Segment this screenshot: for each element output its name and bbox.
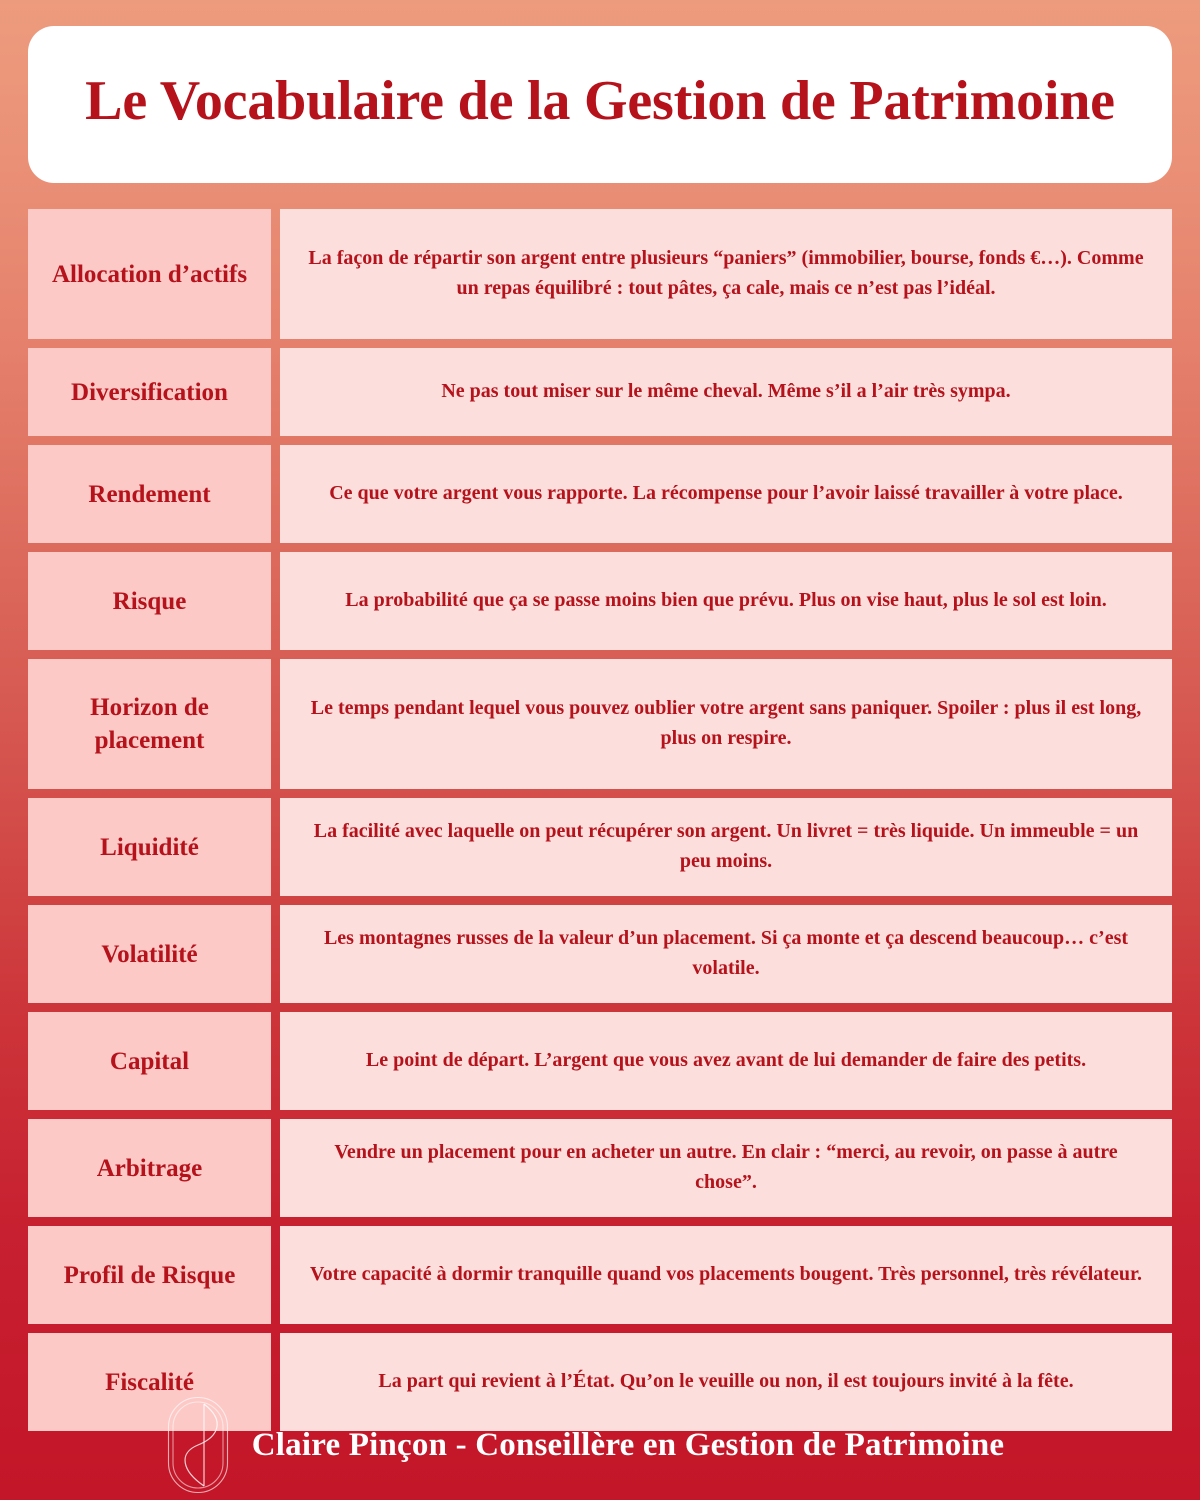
term-cell xyxy=(28,659,271,789)
term-label: Risque xyxy=(112,587,187,615)
description-cell xyxy=(280,798,1172,896)
monogram-logo-icon xyxy=(166,1395,230,1495)
term-label: Volatilité xyxy=(101,940,198,968)
description-text: Vendre un placement pour en acheter un autre. En clair : “merci, au revoir, on passe à autre chose”. xyxy=(334,1141,1118,1193)
table-row xyxy=(28,1012,1172,1110)
description-text: La probabilité que ça se passe moins bien que prévu. Plus on vise haut, plus le sol est loin. xyxy=(345,589,1107,612)
table-row xyxy=(28,798,1172,896)
description-text: Ce que votre argent vous rapporte. La récompense pour l’avoir laissé travailler à votre place. xyxy=(329,482,1123,505)
description-cell xyxy=(280,905,1172,1003)
description-text: La part qui revient à l’État. Qu’on le veuille ou non, il est toujours invité à la fête. xyxy=(378,1370,1074,1393)
term-label: Rendement xyxy=(88,480,211,508)
description-cell xyxy=(280,659,1172,789)
description-text: Le temps pendant lequel vous pouvez oublier votre argent sans paniquer. Spoiler : plus il est long, plus on respire. xyxy=(310,697,1142,749)
table-row xyxy=(28,209,1172,339)
table-row xyxy=(28,552,1172,650)
term-label: Arbitrage xyxy=(96,1154,203,1182)
term-label: Diversification xyxy=(71,378,228,406)
description-cell xyxy=(280,1226,1172,1324)
term-cell xyxy=(28,552,271,650)
term-cell xyxy=(28,1012,271,1110)
description-text: La façon de répartir son argent entre plusieurs “paniers” (immobilier, bourse, fonds €…). Comme un repas équilibré : tout pâtes, ça cale, mais ce n’est pas l’idéal. xyxy=(308,247,1144,299)
description-cell xyxy=(280,209,1172,339)
description-cell xyxy=(280,1012,1172,1110)
term-label: Horizon de placement xyxy=(90,694,209,754)
table-row xyxy=(28,659,1172,789)
term-label: Capital xyxy=(109,1047,190,1075)
term-cell xyxy=(28,798,271,896)
description-cell xyxy=(280,348,1172,436)
term-cell xyxy=(28,209,271,339)
term-label: Fiscalité xyxy=(105,1368,194,1396)
term-label: Liquidité xyxy=(100,833,199,861)
description-text: Le point de départ. L’argent que vous avez avant de lui demander de faire des petits. xyxy=(365,1049,1087,1072)
term-cell xyxy=(28,905,271,1003)
term-cell xyxy=(28,1226,271,1324)
description-text: Ne pas tout miser sur le même cheval. Même s’il a l’air très sympa. xyxy=(441,380,1011,403)
vocabulary-table xyxy=(28,209,1172,1440)
footer-bar xyxy=(0,1390,1200,1500)
title-card xyxy=(28,26,1172,183)
description-text: Les montagnes russes de la valeur d’un placement. Si ça monte et ça descend beaucoup… c’est volatile. xyxy=(323,927,1129,979)
term-label: Profil de Risque xyxy=(63,1261,236,1289)
description-cell xyxy=(280,1119,1172,1217)
footer-byline: Claire Pinçon - Conseillère en Gestion de Patrimoine xyxy=(251,1426,1005,1463)
description-text: La facilité avec laquelle on peut récupérer son argent. Un livret = très liquide. Un immeuble = un peu moins. xyxy=(313,820,1139,872)
description-cell xyxy=(280,552,1172,650)
term-label: Allocation d’actifs xyxy=(51,260,248,288)
table-row xyxy=(28,348,1172,436)
table-row xyxy=(28,1119,1172,1217)
description-cell xyxy=(280,445,1172,543)
term-cell xyxy=(28,348,271,436)
table-row xyxy=(28,1226,1172,1324)
term-cell xyxy=(28,1119,271,1217)
term-cell xyxy=(28,445,271,543)
table-row xyxy=(28,445,1172,543)
table-row xyxy=(28,905,1172,1003)
description-text: Votre capacité à dormir tranquille quand vos placements bougent. Très personnel, très révélateur. xyxy=(310,1263,1142,1286)
page-title: Le Vocabulaire de la Gestion de Patrimoine xyxy=(85,69,1115,132)
